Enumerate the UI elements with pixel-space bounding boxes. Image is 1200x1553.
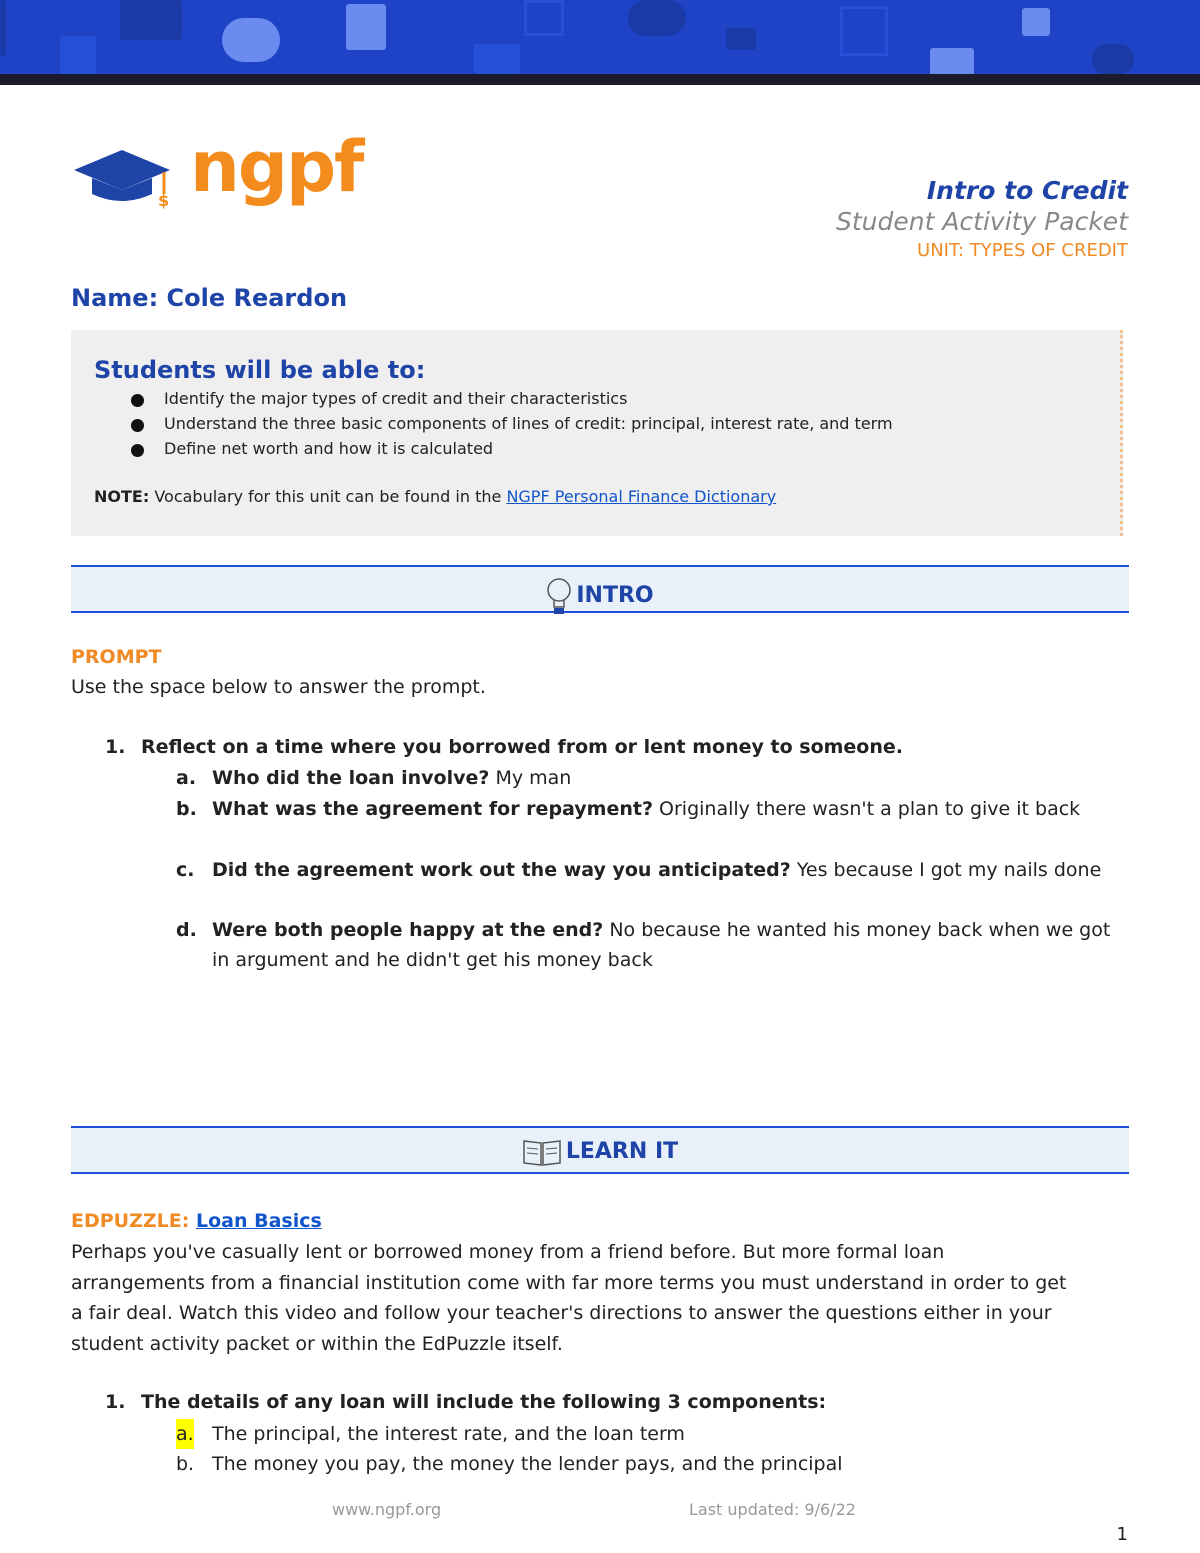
piggy-bank-icon xyxy=(628,0,686,36)
dictionary-link[interactable]: NGPF Personal Finance Dictionary xyxy=(506,487,777,506)
student-answer[interactable]: Yes because I got my nails done xyxy=(796,859,1102,881)
prompt-label: PROMPT xyxy=(71,646,162,668)
document-title: Intro to Credit xyxy=(926,176,1128,205)
question-number: 1. xyxy=(105,736,126,758)
edpuzzle-link[interactable]: Loan Basics xyxy=(195,1210,322,1232)
footer-website[interactable]: www.ngpf.org xyxy=(332,1500,442,1519)
ngpf-logo xyxy=(74,126,364,218)
student-answer[interactable]: My man xyxy=(495,767,572,789)
sub-question-text: Who did the loan involve? xyxy=(212,767,490,789)
student-name: Name: Cole Reardon xyxy=(71,284,348,312)
unit-label: UNIT: TYPES OF CREDIT xyxy=(917,240,1128,261)
calculator-icon xyxy=(1022,8,1050,36)
document-icon xyxy=(346,4,386,50)
svg-text:$: $ xyxy=(158,191,170,210)
calculator-icon xyxy=(840,6,888,56)
vocabulary-note xyxy=(94,487,776,506)
note-text: Vocabulary for this unit can be found in the xyxy=(154,487,502,506)
option-text: The principal, the interest rate, and the loan term xyxy=(212,1423,685,1445)
document-header xyxy=(836,176,1128,261)
graduation-cap-icon xyxy=(74,150,184,210)
header-banner xyxy=(0,0,1200,74)
intro-section-header xyxy=(71,565,1129,613)
learn-heading: LEARN IT xyxy=(565,1139,679,1164)
objectives-box xyxy=(71,330,1123,536)
intro-question: Reflect on a time where you borrowed from or lent money to someone. xyxy=(141,736,903,758)
prompt-instruction: Use the space below to answer the prompt. xyxy=(71,676,486,698)
objective-item: Understand the three basic components of lines of credit: principal, interest rate, and term xyxy=(131,413,893,438)
sub-question-text: Did the agreement work out the way you anticipated? xyxy=(212,859,791,881)
lightbulb-icon xyxy=(546,576,572,616)
objective-item: Define net worth and how it is calculated xyxy=(131,438,893,463)
option-letter: b. xyxy=(176,1453,195,1475)
footer-updated: Last updated: 9/6/22 xyxy=(689,1500,856,1519)
intro-heading: INTRO xyxy=(576,583,654,608)
objectives-list xyxy=(131,388,893,463)
objectives-title: Students will be able to: xyxy=(94,356,426,384)
question-number: 1. xyxy=(105,1391,126,1413)
edpuzzle-heading xyxy=(71,1210,322,1232)
edpuzzle-label: EDPUZZLE: xyxy=(71,1210,190,1232)
page-number: 1 xyxy=(1116,1524,1128,1545)
student-answer[interactable]: No because he wanted his money back when we got in argument and he didn't get his money back xyxy=(212,919,1111,971)
banner-divider xyxy=(0,74,1200,85)
book-icon xyxy=(522,1137,562,1167)
option-text: The money you pay, the money the lender pays, and the principal xyxy=(212,1453,843,1475)
calculator-icon xyxy=(524,0,564,36)
sub-question-text: Were both people happy at the end? xyxy=(212,919,604,941)
piggy-bank-icon xyxy=(222,18,280,62)
sub-question-text: What was the agreement for repayment? xyxy=(212,798,653,820)
note-label: NOTE: xyxy=(94,487,150,506)
logo-wordmark: ngpf xyxy=(190,126,363,208)
option-letter: a. xyxy=(176,1419,194,1449)
student-answer[interactable]: Originally there wasn't a plan to give it back xyxy=(659,798,1081,820)
document-subtitle: Student Activity Packet xyxy=(835,207,1128,236)
learn-paragraph: Perhaps you've casually lent or borrowed money from a friend before. But more formal loan arrangements from a financial institution come with far more terms you must understand in order to get a fair deal. Watch this video and follow your teacher's directions to answer the questions either in your student activity packet or within the EdPuzzle itself. xyxy=(71,1241,1067,1355)
objective-item: Identify the major types of credit and their characteristics xyxy=(131,388,893,413)
learn-question: The details of any loan will include the following 3 components: xyxy=(141,1391,827,1413)
learn-section-header xyxy=(71,1126,1129,1174)
